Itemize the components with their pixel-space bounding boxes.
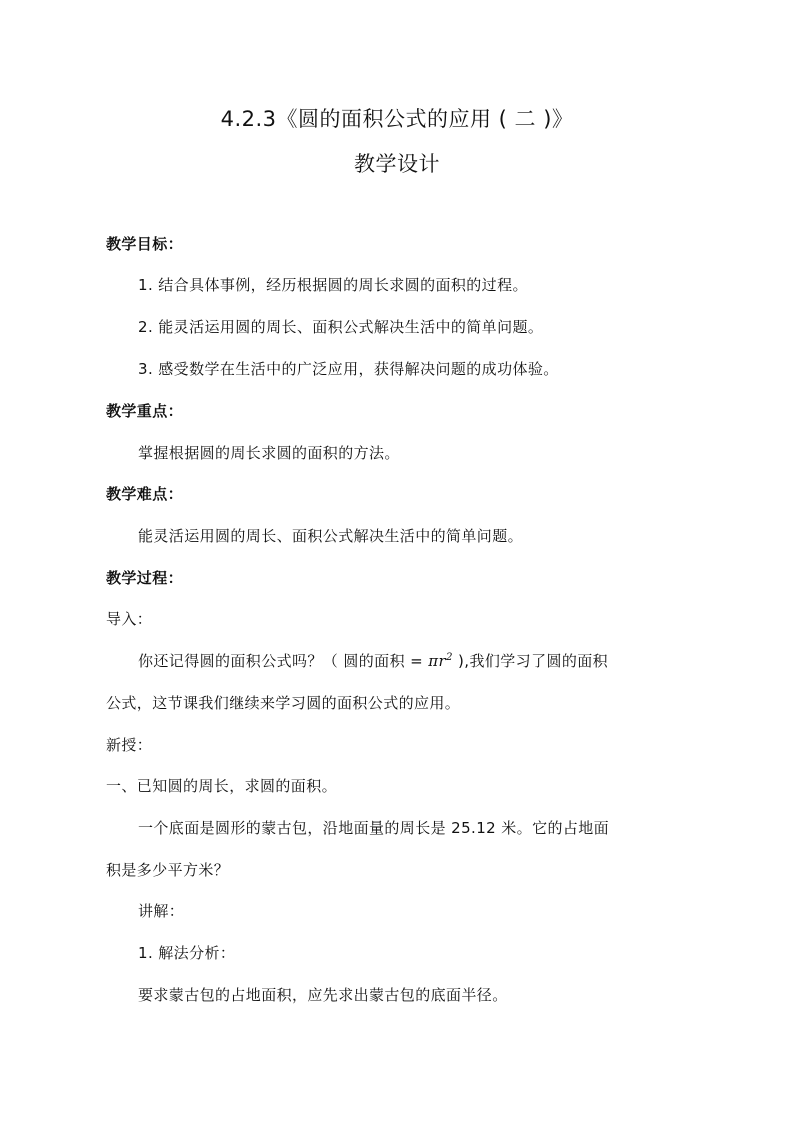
intro-line-2: 公式，这节课我们继续来学习圆的面积公式的应用。 <box>106 694 461 712</box>
document-subtitle: 教学设计 <box>354 152 440 176</box>
intro-text-before: 你还记得圆的面积公式吗？（ 圆的面积 = <box>138 652 429 670</box>
formula-exponent: 2 <box>446 652 453 663</box>
process-heading: 教学过程： <box>106 569 184 587</box>
document-title: 4.2.3《圆的面积公式的应用 ( 二 )》 <box>220 107 574 131</box>
intro-label: 导入： <box>106 610 153 628</box>
objective-item-2: 2. 能灵活运用圆的周长、面积公式解决生活中的简单问题。 <box>138 318 544 336</box>
objectives-heading: 教学目标： <box>106 235 184 253</box>
part1-heading: 一、已知圆的周长，求圆的面积。 <box>106 777 338 795</box>
key-points-text: 掌握根据圆的周长求圆的面积的方法。 <box>138 444 400 462</box>
area-formula: πr <box>428 652 447 670</box>
intro-text-after: ),我们学习了圆的面积 <box>452 652 609 670</box>
explain-label: 讲解： <box>138 902 185 920</box>
problem-line-2: 积是多少平方米？ <box>106 861 230 879</box>
new-lesson-label: 新授： <box>106 736 153 754</box>
intro-line-1 <box>138 650 608 671</box>
analysis-text: 要求蒙古包的占地面积，应先求出蒙古包的底面半径。 <box>138 986 508 1004</box>
problem-line-1: 一个底面是圆形的蒙古包，沿地面量的周长是 25.12 米。它的占地面 <box>138 819 610 837</box>
analysis-label: 1. 解法分析： <box>138 944 236 962</box>
difficulties-heading: 教学难点： <box>106 485 184 503</box>
objective-item-3: 3. 感受数学在生活中的广泛应用，获得解决问题的成功体验。 <box>138 360 559 378</box>
key-points-heading: 教学重点： <box>106 402 184 420</box>
difficulties-text: 能灵活运用圆的周长、面积公式解决生活中的简单问题。 <box>138 527 524 545</box>
objective-item-1: 1. 结合具体事例，经历根据圆的周长求圆的面积的过程。 <box>138 276 528 294</box>
